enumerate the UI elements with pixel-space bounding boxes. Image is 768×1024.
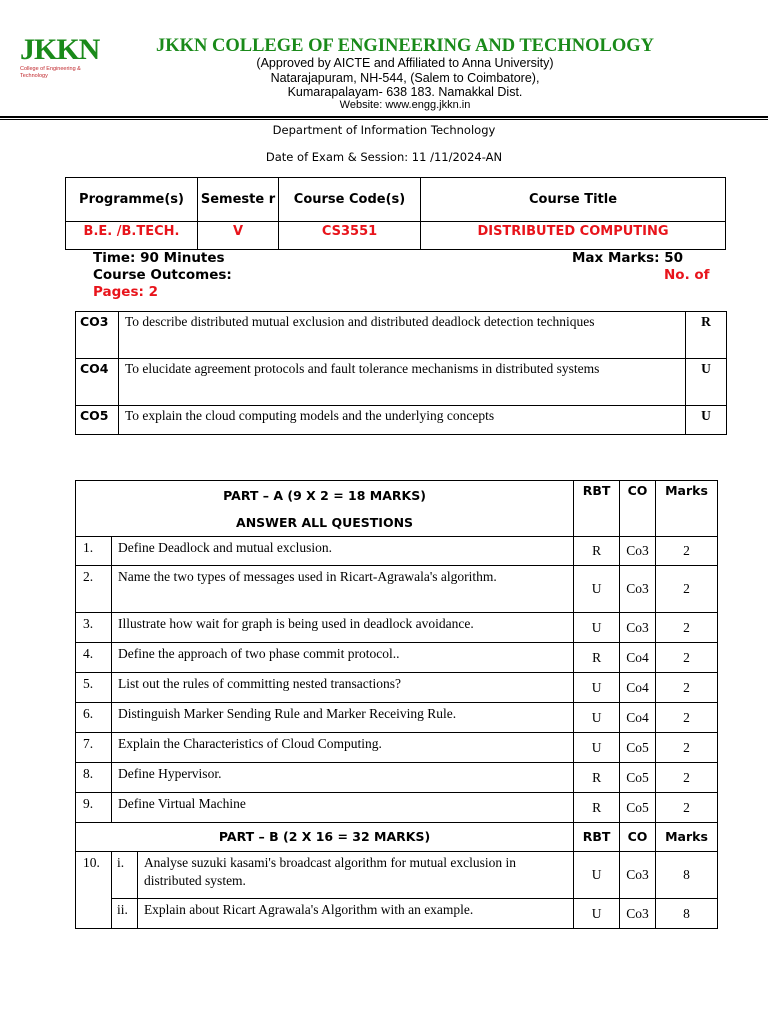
question-number: 9. bbox=[76, 793, 112, 823]
question-marks: 2 bbox=[656, 763, 718, 793]
outcome-row bbox=[76, 312, 727, 359]
pages-label: Pages: 2 bbox=[93, 284, 158, 300]
question-marks: 2 bbox=[656, 643, 718, 673]
question-co: Co3 bbox=[620, 613, 656, 643]
outcome-text: To describe distributed mutual exclusion and distributed deadlock detection techniques bbox=[119, 312, 686, 359]
outcome-row bbox=[76, 359, 727, 406]
question-row bbox=[76, 733, 718, 763]
approval-line: (Approved by AICTE and Affiliated to Anna University) bbox=[256, 56, 554, 70]
question-co: Co4 bbox=[620, 643, 656, 673]
questions-table bbox=[75, 480, 718, 929]
question-rbt: U bbox=[574, 566, 620, 613]
question-number: 8. bbox=[76, 763, 112, 793]
question-row bbox=[76, 643, 718, 673]
question-marks: 2 bbox=[656, 613, 718, 643]
question-marks: 2 bbox=[656, 733, 718, 763]
question-text: Define Hypervisor. bbox=[111, 763, 573, 793]
question-text: Distinguish Marker Sending Rule and Marker Receiving Rule. bbox=[111, 703, 573, 733]
max-marks: Max Marks: 50 bbox=[572, 250, 684, 266]
question-rbt: R bbox=[574, 763, 620, 793]
sub-question-number: i. bbox=[111, 852, 137, 899]
question-co: Co3 bbox=[620, 566, 656, 613]
col-marks: Marks bbox=[656, 481, 718, 537]
outcome-level: R bbox=[686, 312, 727, 359]
question-co: Co3 bbox=[620, 852, 656, 899]
part-b-header bbox=[76, 823, 718, 852]
question-marks: 2 bbox=[656, 673, 718, 703]
question-rbt: U bbox=[574, 852, 620, 899]
question-marks: 2 bbox=[656, 793, 718, 823]
question-marks: 2 bbox=[656, 537, 718, 566]
question-row bbox=[76, 852, 718, 899]
question-text: Explain the Characteristics of Cloud Computing. bbox=[111, 733, 573, 763]
question-number: 10. bbox=[76, 852, 112, 929]
sub-question-number: ii. bbox=[111, 899, 137, 929]
question-number: 1. bbox=[76, 537, 112, 566]
outcome-code: CO3 bbox=[76, 312, 119, 359]
question-row bbox=[76, 793, 718, 823]
question-rbt: R bbox=[574, 793, 620, 823]
no-of-label: No. of bbox=[664, 267, 710, 283]
exam-time: Time: 90 Minutes bbox=[93, 250, 225, 266]
address-line-2: Kumarapalayam- 638 183. Namakkal Dist. bbox=[287, 85, 523, 99]
course-outcomes-label: Course Outcomes: bbox=[93, 267, 232, 283]
question-number: 4. bbox=[76, 643, 112, 673]
outcome-code: CO5 bbox=[76, 406, 119, 435]
course-code-value: CS3551 bbox=[279, 222, 421, 250]
question-co: Co5 bbox=[620, 733, 656, 763]
logo-subtext: College of Engineering & Technology bbox=[20, 66, 81, 79]
course-title-value: DISTRIBUTED COMPUTING bbox=[421, 222, 726, 250]
college-name: JKKN COLLEGE OF ENGINEERING AND TECHNOLOGY bbox=[155, 36, 655, 56]
question-text: Define Deadlock and mutual exclusion. bbox=[111, 537, 573, 566]
outcome-level: U bbox=[686, 359, 727, 406]
col-rbt: RBT bbox=[574, 823, 620, 852]
outcome-row bbox=[76, 406, 727, 435]
exam-date: Date of Exam & Session: 11 /11/2024-AN bbox=[265, 150, 503, 164]
question-text: Explain about Ricart Agrawala's Algorithm with an example. bbox=[137, 899, 573, 929]
address-line-1: Natarajapuram, NH-544, (Salem to Coimbatore), bbox=[270, 71, 540, 85]
college-logo bbox=[20, 34, 108, 78]
question-rbt: U bbox=[574, 613, 620, 643]
question-number: 7. bbox=[76, 733, 112, 763]
question-co: Co5 bbox=[620, 793, 656, 823]
question-number: 5. bbox=[76, 673, 112, 703]
col-rbt: RBT bbox=[574, 481, 620, 537]
question-co: Co3 bbox=[620, 537, 656, 566]
question-rbt: U bbox=[574, 703, 620, 733]
question-row bbox=[76, 613, 718, 643]
question-row bbox=[76, 763, 718, 793]
question-text: Name the two types of messages used in Ricart-Agrawala's algorithm. bbox=[111, 566, 573, 613]
question-marks: 8 bbox=[656, 899, 718, 929]
question-marks: 2 bbox=[656, 703, 718, 733]
header-rule-thin bbox=[0, 119, 768, 120]
question-row bbox=[76, 673, 718, 703]
outcome-text: To elucidate agreement protocols and fault tolerance mechanisms in distributed systems bbox=[119, 359, 686, 406]
question-co: Co4 bbox=[620, 703, 656, 733]
part-a-title: PART – A (9 X 2 = 18 MARKS) bbox=[223, 488, 426, 503]
question-number: 3. bbox=[76, 613, 112, 643]
programme-value: B.E. /B.TECH. bbox=[66, 222, 198, 250]
outcomes-table bbox=[75, 311, 727, 435]
header-rule bbox=[0, 116, 768, 118]
header-course-title: Course Title bbox=[421, 178, 726, 222]
col-co: CO bbox=[620, 481, 656, 537]
question-text: Define Virtual Machine bbox=[111, 793, 573, 823]
part-a-subtitle: ANSWER ALL QUESTIONS bbox=[236, 515, 414, 530]
outcome-code: CO4 bbox=[76, 359, 119, 406]
question-number: 2. bbox=[76, 566, 112, 613]
outcome-text: To explain the cloud computing models and the underlying concepts bbox=[119, 406, 686, 435]
header-programme: Programme(s) bbox=[66, 178, 198, 222]
outcome-level: U bbox=[686, 406, 727, 435]
question-rbt: R bbox=[574, 643, 620, 673]
question-text: Define the approach of two phase commit protocol.. bbox=[111, 643, 573, 673]
question-rbt: U bbox=[574, 673, 620, 703]
question-row bbox=[76, 566, 718, 613]
logo-text: JKKN bbox=[20, 33, 100, 66]
question-marks: 2 bbox=[656, 566, 718, 613]
question-number: 6. bbox=[76, 703, 112, 733]
department: Department of Information Technology bbox=[272, 123, 496, 137]
question-rbt: U bbox=[574, 899, 620, 929]
header-course-code: Course Code(s) bbox=[279, 178, 421, 222]
col-co: CO bbox=[620, 823, 656, 852]
question-row bbox=[76, 537, 718, 566]
question-co: Co5 bbox=[620, 763, 656, 793]
question-text: List out the rules of committing nested transactions? bbox=[111, 673, 573, 703]
course-table bbox=[65, 177, 726, 250]
part-a-header bbox=[76, 481, 718, 537]
question-co: Co3 bbox=[620, 899, 656, 929]
part-b-title: PART – B (2 X 16 = 32 MARKS) bbox=[76, 823, 574, 852]
question-row bbox=[76, 703, 718, 733]
col-marks: Marks bbox=[656, 823, 718, 852]
semester-value: V bbox=[198, 222, 279, 250]
header-semester: Semeste r bbox=[198, 178, 279, 222]
question-rbt: U bbox=[574, 733, 620, 763]
question-co: Co4 bbox=[620, 673, 656, 703]
question-text: Analyse suzuki kasami's broadcast algorithm for mutual exclusion in distributed system. bbox=[137, 852, 573, 899]
question-row bbox=[76, 899, 718, 929]
question-marks: 8 bbox=[656, 852, 718, 899]
website-line: Website: www.engg.jkkn.in bbox=[339, 99, 471, 111]
question-rbt: R bbox=[574, 537, 620, 566]
question-text: Illustrate how wait for graph is being used in deadlock avoidance. bbox=[111, 613, 573, 643]
